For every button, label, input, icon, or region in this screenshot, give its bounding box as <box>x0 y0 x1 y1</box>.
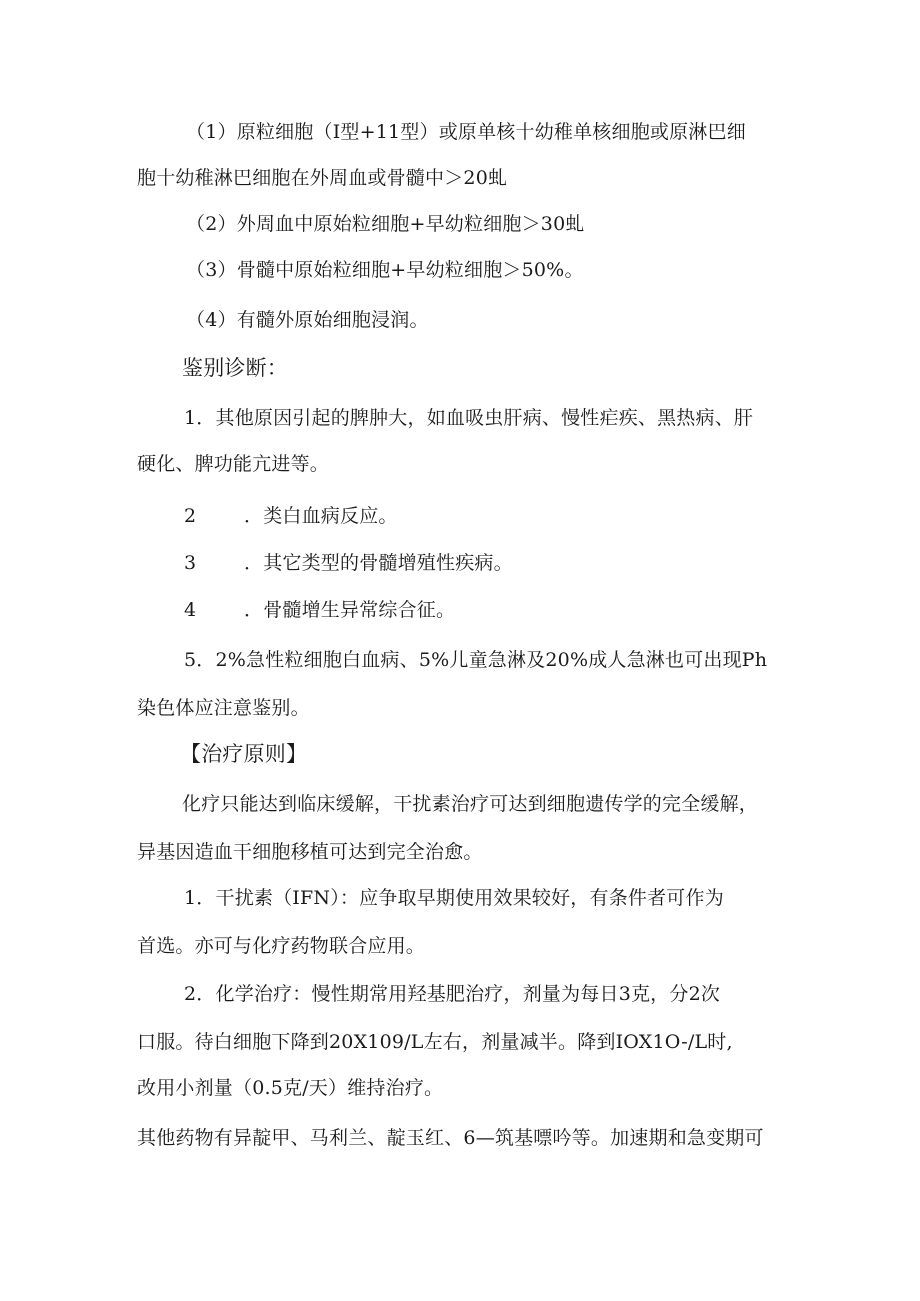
treatment-item-2-line-1: 2．化学治疗：慢性期常用羟基肥治疗，剂量为每日3克，分2次 <box>184 983 721 1005</box>
treatment-intro-line-2: 异基因造血干细胞移植可达到完全治愈。 <box>137 841 483 863</box>
treatment-heading: 【治疗原则】 <box>180 742 308 766</box>
treatment-item-2-line-3: 改用小剂量（0.5克/天）维持治疗。 <box>137 1077 444 1099</box>
treatment-item-2-line-2: 口服。待白细胞下降到20X109/L左右，剂量减半。降到IOX1O-/L时, <box>137 1031 733 1053</box>
differential-item-5-line-1: 5．2%急性粒细胞白血病、5%儿童急淋及20%成人急淋也可出现Ph <box>184 649 768 671</box>
differential-item-2 <box>184 504 398 528</box>
differential-item-4 <box>184 598 455 622</box>
differential-item-1-line-1: 1．其他原因引起的脾肿大，如血吸虫肝病、慢性疟疾、黑热病、肝 <box>184 407 754 429</box>
treatment-intro-line-1: 化疗只能达到临床缓解，干扰素治疗可达到细胞遗传学的完全缓解， <box>182 793 759 815</box>
item-number: 3 <box>184 552 197 574</box>
differential-item-1-line-2: 硬化、脾功能亢进等。 <box>137 453 330 475</box>
differential-item-5-line-2: 染色体应注意鉴别。 <box>137 697 310 719</box>
treatment-other-drugs: 其他药物有异靛甲、马利兰、靛玉红、6—筑基嘌吟等。加速期和急变期可 <box>137 1127 764 1149</box>
criterion-2: （2）外周血中原始粒细胞+早幼粒细胞＞30虬 <box>186 213 585 235</box>
item-text: ．类白血病反应。 <box>244 505 398 527</box>
item-number: 4 <box>184 599 197 621</box>
treatment-item-1-line-1: 1．干扰素（IFN）：应争取早期使用效果较好，有条件者可作为 <box>184 887 724 909</box>
differential-item-3 <box>184 551 513 575</box>
item-text: ．骨髓增生异常综合征。 <box>244 599 456 621</box>
item-text: ．其它类型的骨髓增殖性疾病。 <box>244 552 513 574</box>
treatment-item-1-line-2: 首选。亦可与化疗药物联合应用。 <box>137 935 426 957</box>
criterion-1-line-2: 胞十幼稚淋巴细胞在外周血或骨髓中＞20虬 <box>137 167 508 189</box>
item-number: 2 <box>184 505 197 527</box>
criterion-3: （3）骨髓中原始粒细胞+早幼粒细胞＞50%。 <box>186 259 584 281</box>
differential-heading: 鉴别诊断： <box>182 356 288 380</box>
criterion-4: （4）有髓外原始细胞浸润。 <box>186 309 429 331</box>
criterion-1-line-1: （1）原粒细胞（Ⅰ型+11型）或原单核十幼稚单核细胞或原淋巴细 <box>186 121 746 143</box>
